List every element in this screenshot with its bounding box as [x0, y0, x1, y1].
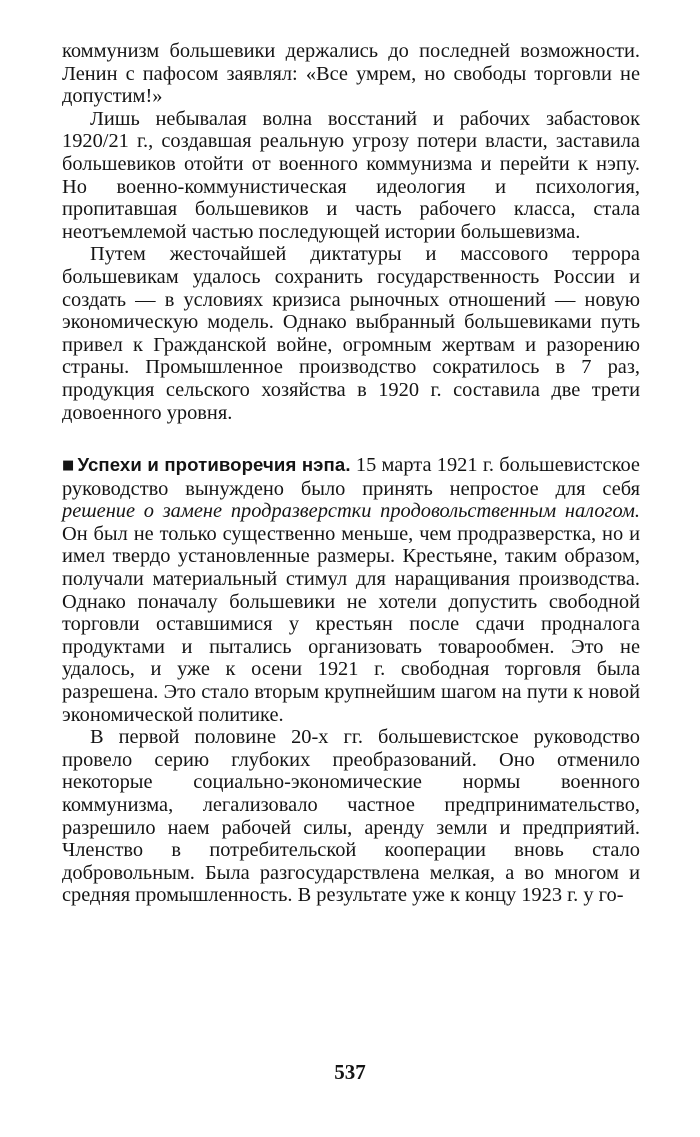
section-text-italic: решение о замене продразверстки продовольственным налогом.: [62, 500, 640, 523]
section-text-before: 15 марта 1921 г. большевистское руководство вынуждено было принять непростое для себя: [62, 454, 640, 500]
paragraph-reforms: В первой половине 20-х гг. большевистское руководство провело серию глубоких преобразований. Оно отменило некоторые социально-экономические нормы военного коммунизма, легализовало частное предпринимательство, разрешило наем рабочей силы, аренду земли и предприятий. Членство в потребительской кооперации вновь стало добровольным. Была разгосударствлена мелкая, а во многом и средняя промышленность. В результате уже к концу 1923 г. у го-: [62, 726, 640, 907]
section-heading: Успехи и противоречия нэпа.: [77, 454, 351, 476]
section-bullet-icon: ■: [62, 458, 75, 474]
paragraph-dictatorship: Путем жесточайшей диктатуры и массового террора большевикам удалось сохранить государственность России и создать — в условиях кризиса рыночных отношений — новую экономическую модель. Однако выбранный большевиками путь привел к Гражданской войне, огромным жертвам и разорению страны. Промышленное производство сократилось в 7 раз, продукция сельского хозяйства в 1920 г. составила две трети довоенного уровня.: [62, 243, 640, 424]
page-body: [62, 40, 640, 907]
paragraph-strikes: Лишь небывалая волна восстаний и рабочих забастовок 1920/21 г., создавшая реальную угрозу потери власти, заставила большевиков отойти от военного коммунизма и перейти к нэпу. Но военно-коммунистическая идеология и психология, пропитавшая большевиков и часть рабочего класса, стала неотъемлемой частью последующей истории большевизма.: [62, 107, 640, 243]
page-number: 537: [334, 1060, 366, 1084]
paragraph-nep-section: [62, 454, 640, 726]
section-text-after: Он был не только существенно меньше, чем продразверстка, но и имел твердо установленные размеры. Крестьяне, таким образом, получали материальный стимул для наращивания производства. Однако поначалу большевики не хотели допустить свободной торговли оставшимися у крестьян после сдачи продналога продуктами и пытались организовать товарообмен. Это не удалось, и уже к осени 1921 г. свободная торговля была разрешена. Это стало вторым крупнейшим шагом на пути к новой экономической политике.: [62, 522, 640, 726]
section-gap: [62, 424, 640, 454]
paragraph-continuation: коммунизм большевики держались до последней возможности. Ленин с пафосом заявлял: «Все умрем, но свободы торговли не допустим!»: [62, 40, 640, 108]
